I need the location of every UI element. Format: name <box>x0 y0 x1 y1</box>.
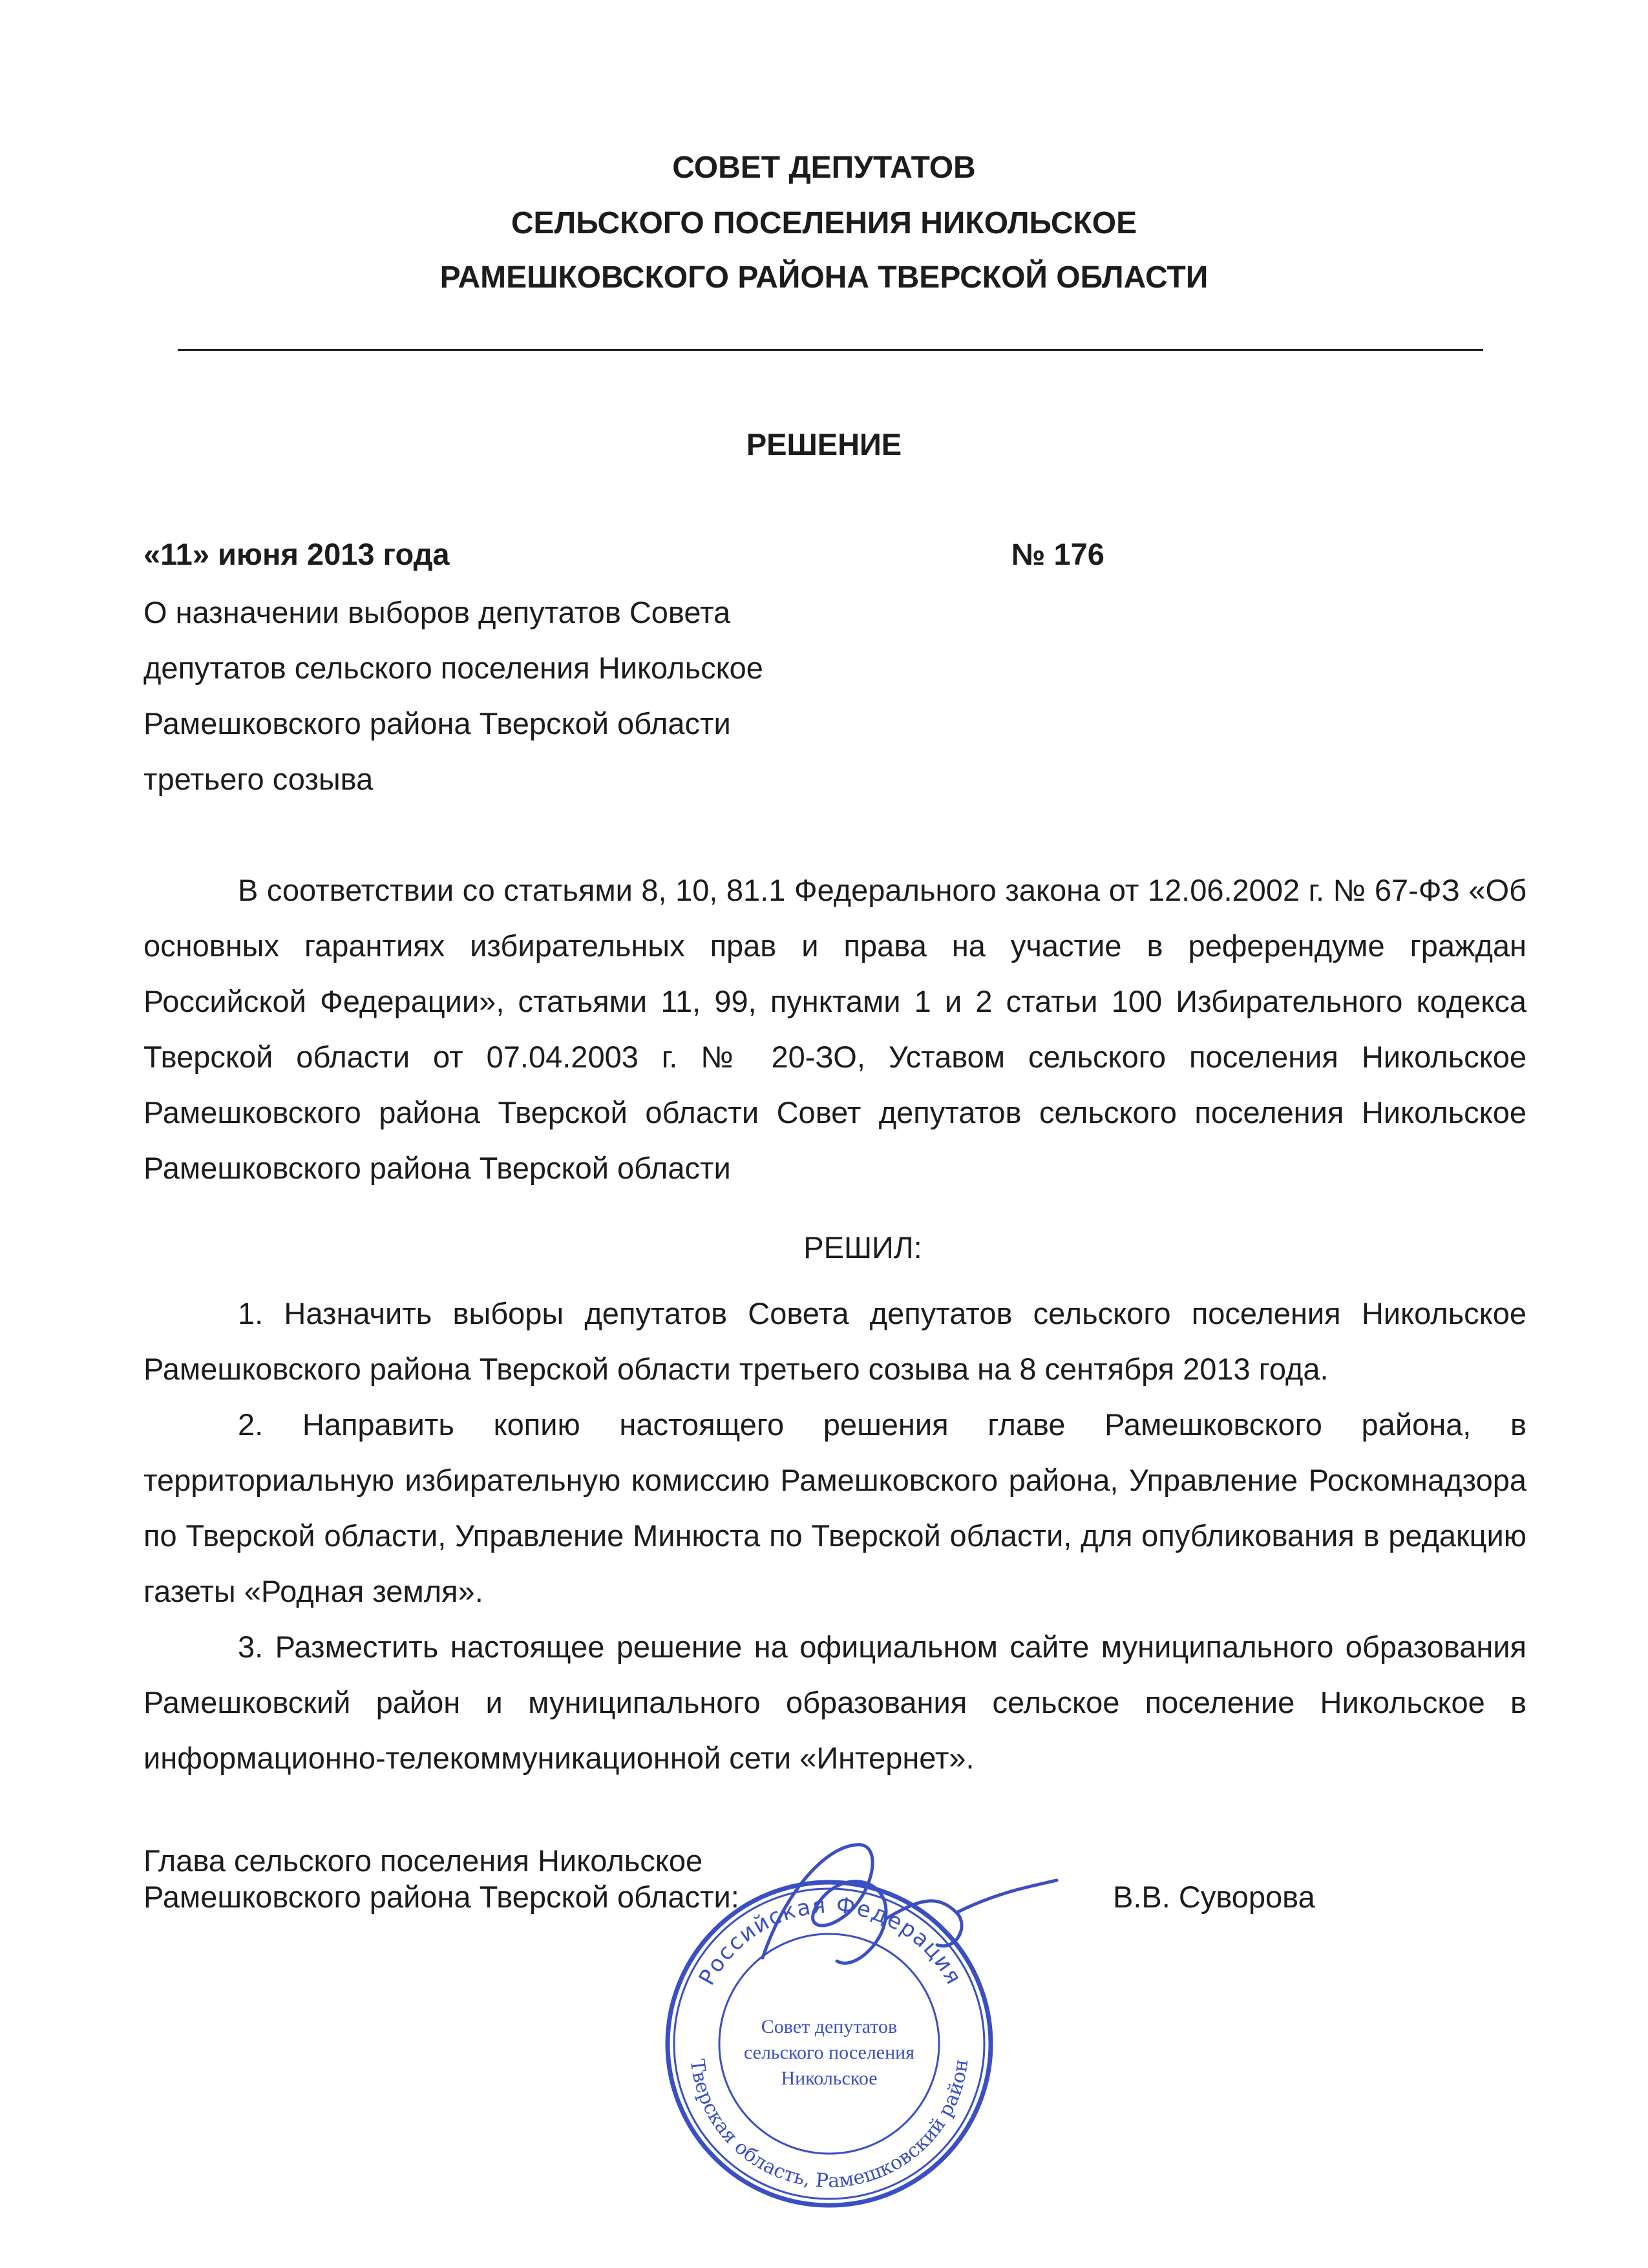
subject-line: третьего созыва <box>143 762 374 796</box>
preamble <box>143 863 1527 1196</box>
position-line: Глава сельского поселения Никольское <box>143 1843 703 1878</box>
stamp-ring-top-text: Российская Федерация <box>693 1892 967 1990</box>
preamble-text: В соответствии со статьями 8, 10, 81.1 Федерального закона от 12.06.2002 г. № 67-ФЗ «Об основных гарантиях избирательных прав и права на участие в референдуме граждан Российской Федерации», статьями 11, 99, пунктами 1 и 2 статьи 100 Избирательного кодекса Тверской области от 07.04.2003 г. № 20-ЗО, Уставом сельского поселения Никольское Рамешковского района Тверской области Совет депутатов сельского поселения Никольское Рамешковского района Тверской области <box>143 873 1527 1185</box>
handwritten-signature <box>724 1822 1060 1990</box>
subject-line: Рамешковского района Тверской области <box>143 706 731 740</box>
council-title-line-2: СЕЛЬСКОГО ПОСЕЛЕНИЯ НИКОЛЬСКОЕ <box>511 206 1137 240</box>
stamp-ring-bottom-text: Тверская область, Рамешковский район <box>685 2057 973 2193</box>
signatory-position <box>143 1843 739 1915</box>
position-line: Рамешковского района Тверской области: <box>143 1880 739 1914</box>
document-number: № 176 <box>1011 537 1104 571</box>
stamp-center-line-1: Совет депутатов <box>761 2016 898 2037</box>
document-date: «11» июня 2013 года <box>143 537 450 571</box>
resolution-item: 1. Назначить выборы депутатов Совета депутатов сельского поселения Никольское Рамешковского района Тверской области третьего созыва на 8 сентября 2013 года. <box>143 1296 1527 1386</box>
header-divider <box>178 349 1483 351</box>
resolution-item: 2. Направить копию настоящего решения главе Рамешковского района, в территориальную избирательную комиссию Рамешковского района, Управление Роскомнадзора по Тверской области, Управление Минюста по Тверской области, для опубликования в редакцию газеты «Родная земля». <box>143 1407 1527 1608</box>
signature-stroke <box>763 1845 1057 1963</box>
resolution-item: 3. Разместить настоящее решение на официальном сайте муниципального образования Рамешковский район и муниципального образования сельское поселение Никольское в информационно-телекоммуникационной сети «Интернет». <box>143 1630 1527 1775</box>
council-title-line-1: СОВЕТ ДЕПУТАТОВ <box>672 151 976 185</box>
subject-line: депутатов сельского поселения Никольское <box>143 651 763 685</box>
subject-line: О назначении выборов депутатов Совета <box>143 595 731 629</box>
document-type: РЕШЕНИЕ <box>746 427 902 461</box>
resolved-heading: РЕШИЛ: <box>803 1230 922 1265</box>
stamp-center-line-2: сельского поселения <box>743 2042 915 2063</box>
council-title-line-3: РАМЕШКОВСКОГО РАЙОНА ТВЕРСКОЙ ОБЛАСТИ <box>439 260 1209 295</box>
document-subject <box>143 585 763 807</box>
resolution-items <box>143 1286 1527 1786</box>
signatory-name: В.В. Суворова <box>1113 1880 1315 1914</box>
stamp-center-line-3: Никольское <box>781 2068 878 2089</box>
